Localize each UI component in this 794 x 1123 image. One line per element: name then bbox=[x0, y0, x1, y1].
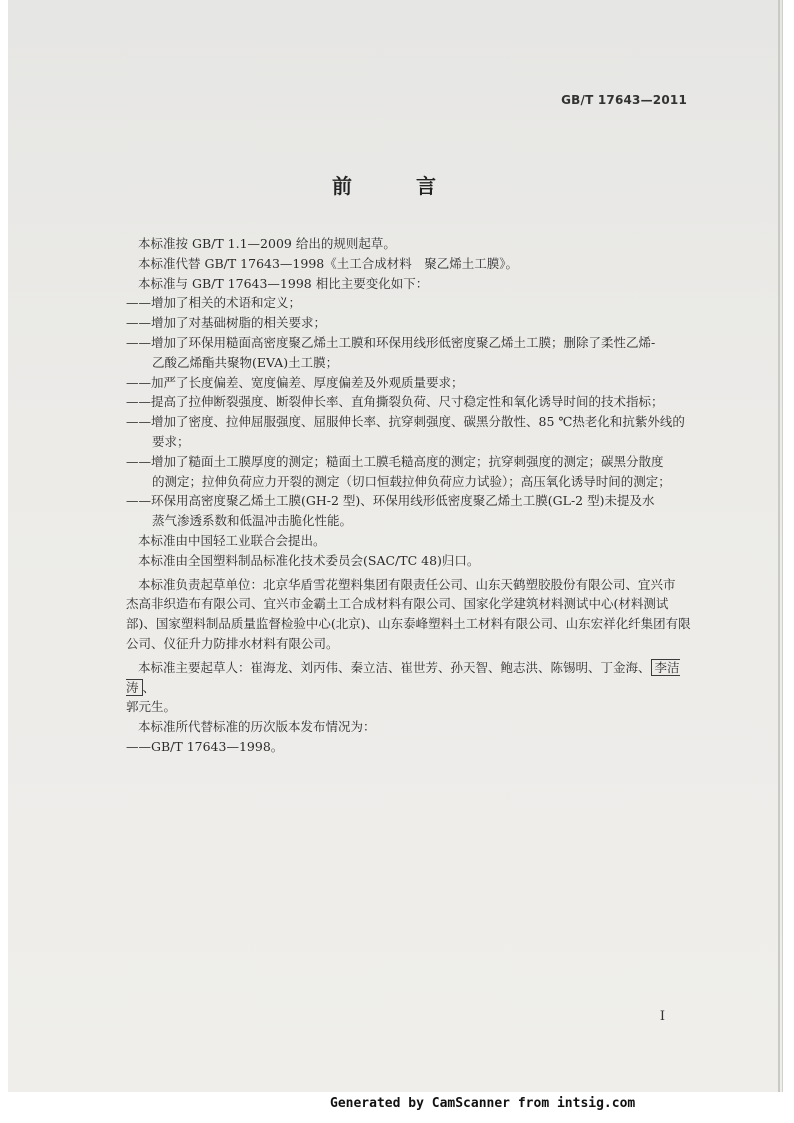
standard-code: GB/T 17643—2011 bbox=[561, 93, 687, 107]
page-title: 前 言 bbox=[332, 174, 458, 198]
change-item: ——增加了环保用糙面高密度聚乙烯土工膜和环保用线形低密度聚乙烯土工膜；删除了柔性乙烯- bbox=[126, 334, 656, 350]
change-item: ——加严了长度偏差、宽度偏差、厚度偏差及外观质量要求； bbox=[126, 374, 464, 390]
page-number: I bbox=[659, 1009, 665, 1024]
change-item-continued: 的测定；拉伸负荷应力开裂的测定（切口恒载拉伸负荷应力试验）；高压氧化诱导时间的测定； bbox=[152, 473, 671, 489]
change-item-continued: 蒸气渗透系数和低温冲击脆化性能。 bbox=[152, 513, 353, 529]
change-item: ——环保用高密度聚乙烯土工膜(GH-2 型)、环保用线形低密度聚乙烯土工膜(GL-2 型)未提及水 bbox=[126, 493, 655, 509]
scanned-page bbox=[8, 0, 783, 1092]
paragraph-drafting-rules: 本标准按 GB/T 1.1—2009 给出的规则起草。 bbox=[138, 236, 396, 251]
paragraph-replaces: 本标准代替 GB/T 17643—1998《土工合成材料 聚乙烯土工膜》。 bbox=[138, 255, 518, 271]
change-item: ——增加了相关的术语和定义； bbox=[126, 295, 302, 311]
drafters-separator: 、 bbox=[142, 679, 156, 695]
scanner-watermark: Generated by CamScanner from intsig.com bbox=[330, 1096, 636, 1111]
change-item: ——增加了糙面土工膜厚度的测定；糙面土工膜毛糙高度的测定；抗穿刺强度的测定；碳黑分散度 bbox=[126, 453, 664, 469]
change-item: ——提高了拉伸断裂强度、断裂伸长率、直角撕裂负荷、尺寸稳定性和氧化诱导时间的技术指标； bbox=[126, 394, 664, 410]
foreword-body bbox=[126, 234, 706, 757]
drafters-line: 郭元生。 bbox=[126, 699, 177, 715]
paragraph-drafting-units: 本标准负责起草单位：北京华盾雪花塑料集团有限责任公司、山东天鹤塑胶股份有限公司、宜兴市 bbox=[138, 576, 676, 592]
change-item: ——增加了密度、拉伸屈服强度、屈服伸长率、抗穿刺强度、碳黑分散性、85 ℃热老化和抗紫外线的 bbox=[126, 414, 685, 430]
drafters-list: 本标准主要起草人：崔海龙、刘丙伟、秦立洁、崔世芳、孙天智、鲍志洪、陈锡明、丁金海、 bbox=[138, 659, 651, 675]
paragraph-proposal: 本标准由中国轻工业联合会提出。 bbox=[138, 532, 326, 548]
change-item-continued: 要求； bbox=[152, 433, 190, 449]
history-item: ——GB/T 17643—1998。 bbox=[126, 738, 284, 754]
drafting-units-line: 公司、仪征升力防排水材料有限公司。 bbox=[126, 635, 339, 651]
change-item: ——增加了对基础树脂的相关要求； bbox=[126, 315, 327, 331]
paragraph-drafters bbox=[126, 658, 706, 698]
drafting-units-line: 部)、国家塑料制品质量监督检验中心(北京)、山东泰峰塑料土工材料有限公司、山东宏祥化纤集团有限 bbox=[126, 616, 691, 632]
paragraph-jurisdiction: 本标准由全国塑料制品标准化技术委员会(SAC/TC 48)归口。 bbox=[138, 552, 480, 568]
drafting-units-line: 杰高非织造布有限公司、宜兴市金霸土工合成材料有限公司、国家化学建筑材料测试中心(材料测试 bbox=[126, 596, 669, 612]
boxed-drafter-name: 李洁涛 bbox=[126, 659, 680, 695]
paragraph-changes-intro: 本标准与 GB/T 17643—1998 相比主要变化如下： bbox=[138, 275, 429, 291]
paragraph-history: 本标准所代替标准的历次版本发布情况为： bbox=[138, 719, 376, 735]
change-item-continued: 乙酸乙烯酯共聚物(EVA)土工膜； bbox=[152, 354, 339, 370]
